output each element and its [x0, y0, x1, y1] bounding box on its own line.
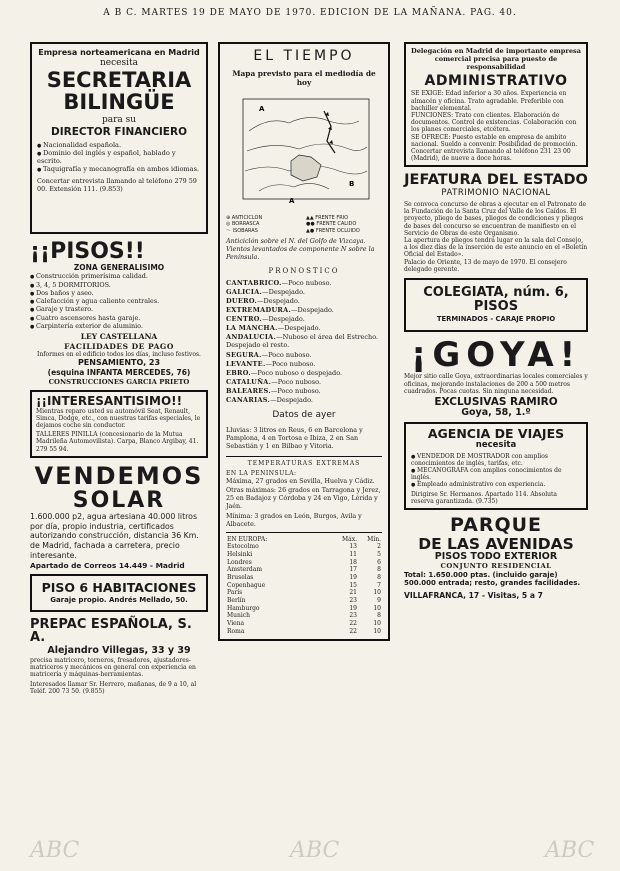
isobar-icon: ～ [226, 227, 233, 234]
ad-constructora: CONSTRUCCIONES GARCIA PRIETO [48, 377, 190, 386]
ad-title: ¡¡PISOS!! [30, 239, 145, 264]
ad-informes: Informes en el edificio todos los días, incluso festivos. [37, 350, 201, 358]
forecast-item: LEVANTE.—Poco nuboso. [226, 359, 316, 368]
cold-front-icon: ▲▲ [306, 215, 316, 221]
forecast-item: DUERO.—Despejado. [226, 296, 300, 305]
weather-map [229, 91, 379, 211]
occluded-front-icon: ▲● [306, 227, 316, 234]
forecast-item: GALICIA.—Despejado. [226, 287, 305, 296]
ad-administrativo [404, 42, 588, 167]
ad-intro: Delegación en Madrid de importante empresa comercial precisa para puesto de responsabilidad [411, 47, 582, 72]
weather-box [218, 42, 390, 641]
ad-sub: Garaje propio. Andrés Mellado, 50. [50, 596, 188, 605]
weather-title: EL TIEMPO [253, 48, 355, 64]
extremes-title: TEMPERATURAS EXTREMAS [247, 459, 361, 467]
list-item: ● Empleado administrativo con experiencia. [411, 481, 581, 488]
legend-item: ⊕ ANTICICLON [226, 215, 263, 221]
forecast-item: CANARIAS.—Despejado. [226, 396, 313, 405]
europe-title: EN EUROPA: [227, 535, 268, 543]
map-label: B [349, 180, 355, 188]
ad-visitas: VILLAFRANCA, 17 - Visitas, 5 a 7 [404, 591, 543, 601]
forecast-title: PRONOSTICO [268, 266, 340, 275]
forecast-item: EXTREMADURA.—Despejado. [226, 305, 334, 314]
ad-goya [404, 334, 588, 419]
ad-conjunto: CONJUNTO RESIDENCIAL [440, 562, 552, 571]
table-row: Viena 22 10 [227, 620, 381, 628]
ad-pisos [30, 240, 208, 386]
ad-talleres: TALLERES PINILLA (concesionario de la Mutua Madrileña Automovilista). Carpa, Blanco Argibay, 41. 279 55 94. [36, 431, 199, 453]
ad-exige: SE EXIGE: Edad inferior a 30 años. Experiencia en almacén y oficina. Trato agradable. Preferible con bachiller elemental. [411, 90, 567, 112]
table-row: Munich 23 8 [227, 612, 381, 620]
forecast-item: CENTRO.—Despejado. [226, 315, 305, 323]
ad-body: 1.600.000 p2, agua artesiana 40.000 litros por día, propio industria, certificados autorizando construcción, distancia 36 Km. de Madrid, fachada a carretera, precio interesante. [30, 512, 199, 560]
table-header: EN EUROPA: Máx. Mín. [227, 535, 381, 543]
map-label: A [289, 197, 295, 205]
forecast-item: SEGURA.—Poco nuboso. [226, 350, 312, 359]
ad-para: para su [101, 115, 137, 126]
ad-ofrece: SE OFRECE: Puesto estable en empresa de ambito nacional. Sueldo a convenir. Posibilidad de promoción. [411, 133, 578, 148]
ad-title: ¡GOYA! [410, 334, 582, 375]
ad-contact: Interesados llamar Sr. Herrero, mañanas, de 9 a 10, al Teléf. 200 73 50. (9.855) [30, 680, 197, 695]
ad-sub: PATRIMONIO NACIONAL [441, 188, 551, 199]
list-item: ● Taquigrafía y mecanografía en ambos idiomas. [37, 165, 201, 173]
forecast-item: BALEARES.—Poco nuboso. [226, 387, 321, 395]
table-row: Amsterdam 17 8 [227, 566, 381, 574]
page-header: A B C. MARTES 19 DE MAYO DE 1970. EDICION DE LA MAÑANA. PAG. 40. [103, 8, 517, 18]
list-item: ● Carpintería exterior de aluminio. [30, 322, 208, 330]
ad-bullets [411, 453, 581, 489]
ad-addr: Alejandro Villegas, 33 y 39 [47, 645, 191, 657]
ad-sub: PISOS TODO EXTERIOR [434, 551, 558, 563]
borrasca-icon: ◎ [226, 221, 232, 228]
legend-item: ●● FRENTE CALIDO [306, 221, 357, 228]
table-row: Copenhague 15 7 [227, 581, 381, 589]
ad-body: Se convoca concurso de obras a ejecutar en el Patronato de la Fundación de la Santa Cruz del Valle de los Caídos. El proyecto, pliego de bases, pliegos de condiciones y pliegos de bases del concurso se encuentran de manifiesto en el Servicio de Obras de este Organismo. [404, 201, 587, 237]
abc-watermark: ABC [545, 838, 595, 863]
ad-ley: LEY CASTELLANA [80, 332, 158, 342]
ad-apertura: La apertura de pliegos tendrá lugar en la sala del Consejo, a los diez días de la inserción de este anuncio en el «Boletín Oficial del Estado». [404, 237, 588, 259]
list-item: ● Nacionalidad española. [37, 141, 201, 149]
forecast-item: ANDALUCIA.—Nuboso el área del Estrecho. Despejado el resto. [226, 333, 379, 350]
ad-title: VENDEMOS [34, 461, 204, 490]
legend-item: ～ ISOBARAS [226, 227, 258, 234]
table-row: Roma 22 10 [227, 627, 381, 635]
table-row: Londres 18 6 [227, 558, 381, 566]
ad-title: SOLAR [72, 487, 166, 513]
ad-apartado: Apartado de Correos 14.449 - Madrid [30, 560, 185, 570]
ad-interesantisimo [30, 390, 208, 458]
ad-title: SECRETARIA [46, 68, 192, 93]
map-label: A [259, 105, 265, 113]
europe-temps-table [226, 536, 382, 636]
ad-sub: TERMINADOS - CARAJE PROPIO [436, 315, 556, 324]
ad-title: PISO 6 HABITACIONES [41, 579, 197, 595]
ad-addr: Goya, 58, 1.º [461, 407, 531, 419]
ad-parque [404, 516, 588, 601]
forecast-item: CATALUÑA.—Poco nuboso. [226, 377, 322, 386]
forecast-item: EBRO.—Poco nuboso o despejado. [226, 368, 343, 377]
ad-piso6 [30, 574, 208, 612]
ad-esquina: (esquina INFANTA MERCEDES, 76) [47, 368, 191, 378]
ad-title: ADMINISTRATIVO [424, 72, 568, 89]
list-item: ● MECANOGRAFA con amplios conocimientos de inglés. [411, 467, 581, 481]
warm-front-icon: ●● [306, 221, 317, 228]
ad-pensamiento: PENSAMIENTO, 23 [77, 358, 161, 368]
peninsula-title: EN LA PENINSULA: [226, 470, 297, 477]
abc-watermark: ABC [290, 838, 340, 863]
list-item: ● Dominio del inglés y español, hablado y escrito. [37, 149, 201, 165]
list-item: ● Calefacción y agua caliente centrales. [30, 297, 208, 305]
list-item: ● 3, 4, 5 DORMITORIOS. [30, 281, 208, 289]
ad-title: COLEGIATA, núm. 6, PISOS [423, 284, 569, 314]
legend-item: ▲▲ FRENTE FRIO [306, 215, 349, 221]
ad-director: DIRECTOR FINANCIERO [51, 125, 187, 138]
ad-title: JEFATURA DEL ESTADO [404, 172, 588, 189]
legend-item: ◎ BORRASCA [226, 221, 260, 228]
ad-bullets [30, 272, 208, 330]
abc-watermark: ABC [30, 838, 80, 863]
list-item: ● Dos baños y aseo. [30, 289, 208, 297]
legend-item: ▲● FRENTE OCLUIDO [306, 227, 360, 234]
ad-intro: Empresa norteamericana en Madrid [38, 48, 200, 57]
table-row: Bruselas 19 8 [227, 574, 381, 582]
min-temp: Mínima: 3 grados en León, Burgos, Avila y Albacete. [226, 512, 362, 528]
ad-total: Total: 1.650.000 ptas. (incluido garaje) 500.000 entrada; resto, grandes facilidades. [404, 570, 581, 588]
ad-exclusivas: EXCLUSIVAS RAMIRO [434, 396, 558, 408]
ad-facilidades: FACILIDADES DE PAGO [64, 341, 174, 351]
column-left [30, 42, 208, 695]
ad-title: PREPAC ESPAÑOLA, S. A. [30, 616, 192, 646]
ad-body: Mejor sitio calle Goya, extraordinarias locales comerciales y oficinas, mejorando instalaciones de 200 a 500 metros cuadrados. Pocas cuotas. Sin ninguna necesidad. [404, 373, 588, 395]
ad-firma: Palacio de Oriente, 13 de mayo de 1970. El consejero delegado gerente. [404, 258, 567, 273]
table-row: Estocolmo 13 2 [227, 543, 381, 551]
ad-necesita: necesita [100, 58, 138, 68]
list-item: ● Construcción primerísima calidad. [30, 272, 208, 280]
ad-title: BILINGÜE [63, 90, 175, 115]
table-row: París 21 10 [227, 589, 381, 597]
ad-contact: Concertar entrevista llamando al teléfono 231 23 00 (Madrid), de nueve a doce horas. [411, 147, 571, 163]
map-legend [226, 215, 382, 234]
list-item: ● VENDEDOR DE MOSTRADOR con amplios conocimientos de inglés, tarifas, etc. [411, 453, 581, 467]
ad-bullets [37, 141, 201, 174]
ad-zona: ZONA GENERALISIMO [73, 263, 165, 273]
ad-necesita: necesita [475, 440, 517, 451]
ad-viajes [404, 422, 588, 510]
ad-prepac [30, 618, 208, 695]
weather-subtitle: Mapa previsto para el mediodía de hoy [232, 68, 376, 87]
table-row: Hamburgo 19 10 [227, 604, 381, 612]
yesterday-body: Lluvias: 3 litros en Reus, 6 en Barcelona y Pamplona, 4 en Tortosa e Ibiza, 2 en San Sebastián y 1 en Bilbao y Vitoria. [226, 425, 363, 450]
ad-title: DE LAS AVENIDAS [418, 534, 574, 553]
column-right [404, 42, 588, 601]
list-item: ● Cuatro ascensores hasta garaje. [30, 314, 208, 322]
list-item: ● Garaje y trastero. [30, 305, 208, 313]
ad-funciones: FUNCIONES: Trato con clientes. Elaboración de documentos. Control de existencias. Colaboración con los planes comerciales, etcétera. [411, 111, 577, 134]
ad-secretaria [30, 42, 208, 234]
max-temp: Máxima, 27 grados en Sevilla, Huelva y Cádiz. [226, 477, 375, 485]
ad-title: AGENCIA DE VIAJES [427, 425, 565, 441]
yesterday-title: Datos de ayer [272, 410, 336, 421]
table-row: Helsinki 11 5 [227, 551, 381, 558]
ad-contact: Concertar entrevista llamando al teléfono 279 59 00. Extensión 111. (9.853) [37, 176, 197, 193]
anticyclone-icon: ⊕ [226, 215, 232, 221]
ad-colegiata [404, 278, 588, 332]
ad-title: PARQUE [449, 514, 543, 537]
table-row: Berlín 23 9 [227, 597, 381, 605]
forecast-list [226, 279, 382, 405]
other-max: Otras máximas: 26 grados en Tarragona y Jerez, 25 en Badajoz y Córdoba y 24 en Vigo, Lérida y Jaén. [226, 487, 381, 511]
forecast-item: CANTABRICO.—Poco nuboso. [226, 278, 332, 287]
ad-body: Mientras reparo usted su automóvil Seat, Renault, Simca, Dodge, etc., con nuestras tarifas especiales, le dejamos coche sin conductor. [36, 407, 201, 429]
ad-title: ¡¡INTERESANTISIMO!! [36, 394, 183, 409]
ad-contact: Dirigirse Sr. Hermanos. Apartado 114. Absoluta reserva garantizada. (9.735) [411, 490, 557, 505]
forecast-item: LA MANCHA.—Despejado. [226, 324, 321, 333]
ad-vendemos [30, 461, 208, 570]
column-center [218, 42, 390, 647]
ad-body: precisa matricero, torneros, fresadores, ajustadores-matriceros y mecánicos en general con experiencia en matricería y máquinas-herramientas. [30, 656, 196, 679]
ad-jefatura [404, 173, 588, 273]
weather-caption: Anticiclón sobre el N. del Golfo de Vizcaya. Vientos levantados de componente N sobre la Península. [226, 236, 375, 261]
